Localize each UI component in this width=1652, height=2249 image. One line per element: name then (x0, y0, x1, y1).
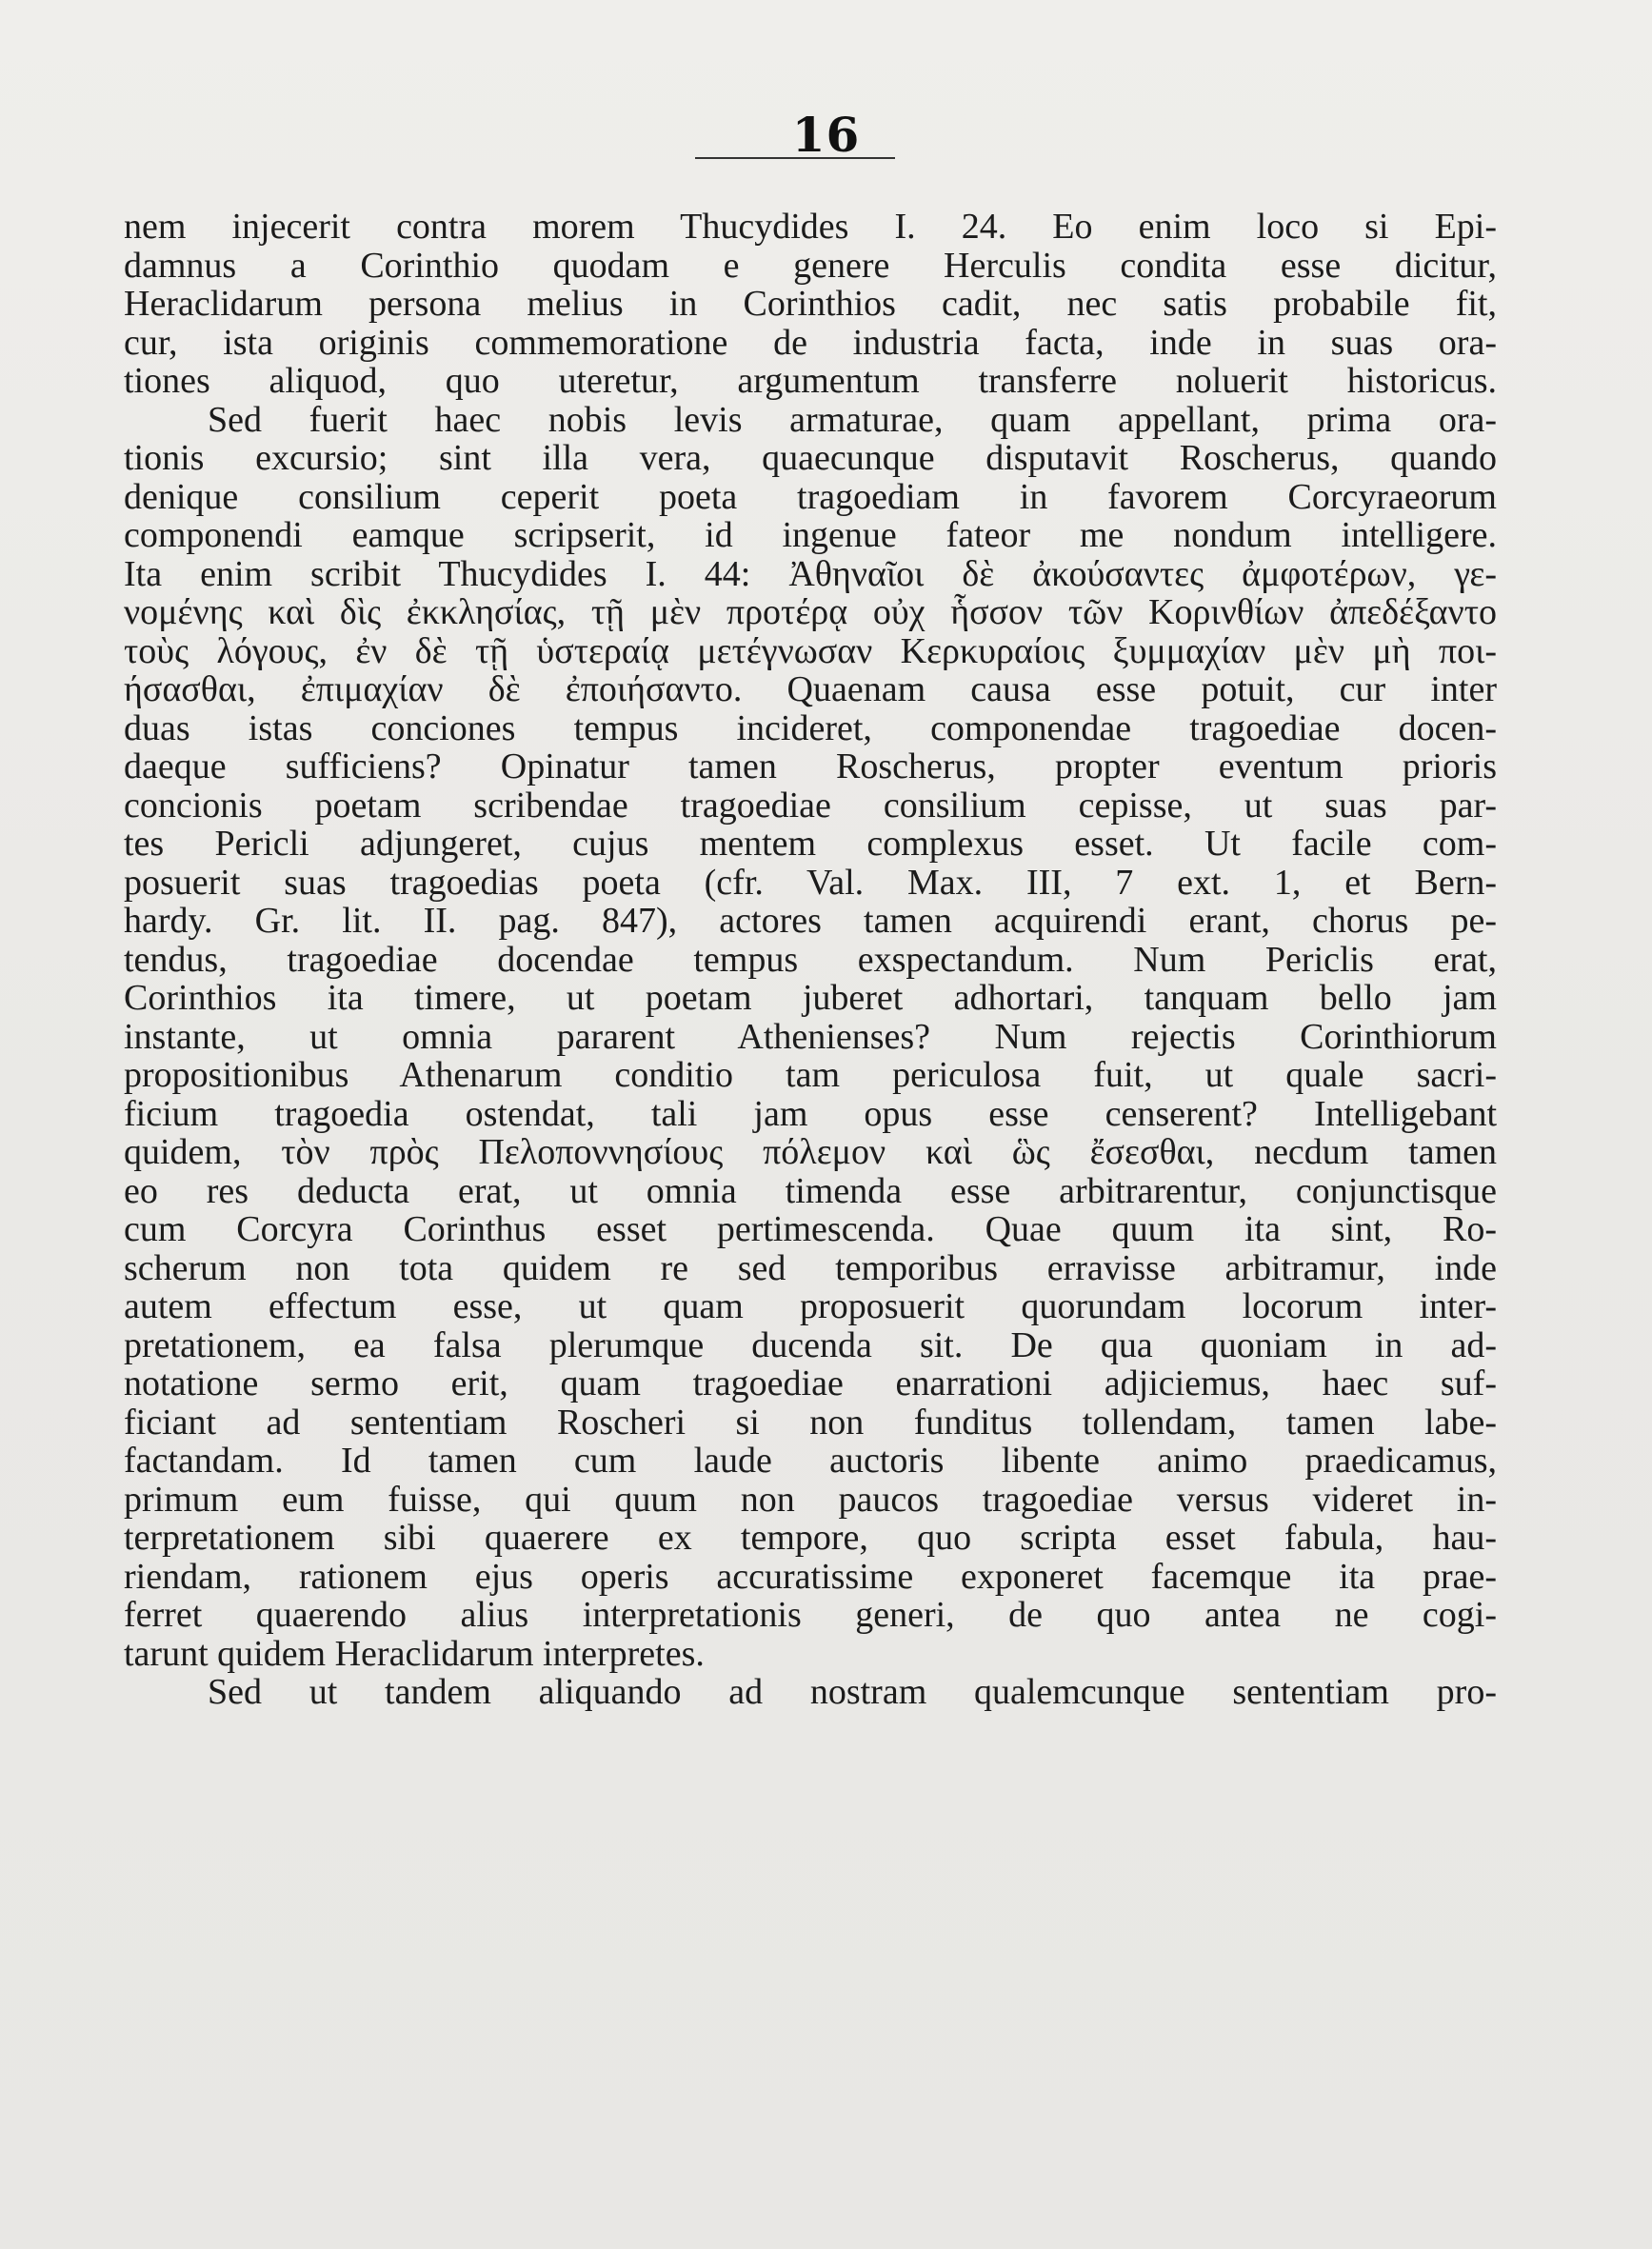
body-text (124, 208, 1497, 1712)
text-line: Corinthios ita timere, ut poetam juberet adhortari, tanquam bello jam (124, 979, 1497, 1018)
text-line: terpretationem sibi quaerere ex tempore, quo scripta esset fabula, hau- (124, 1519, 1497, 1558)
text-line: tendus, tragoediae docendae tempus exspectandum. Num Periclis erat, (124, 940, 1497, 979)
text-line: instante, ut omnia pararent Athenienses? Num rejectis Corinthiorum (124, 1017, 1497, 1056)
text-line: tiones aliquod, quo uteretur, argumentum transferre noluerit historicus. (124, 362, 1497, 401)
text-line: ficiant ad sententiam Roscheri si non funditus tollendam, tamen labe- (124, 1403, 1497, 1442)
text-line: daeque sufficiens? Opinatur tamen Roscherus, propter eventum prioris (124, 747, 1497, 786)
text-line: cur, ista originis commemoratione de industria facta, inde in suas ora- (124, 323, 1497, 362)
text-line: nem injecerit contra morem Thucydides I. 24. Eo enim loco si Epi- (124, 208, 1497, 247)
text-line: cum Corcyra Corinthus esset pertimescenda. Quae quum ita sint, Ro- (124, 1210, 1497, 1249)
text-line: propositionibus Athenarum conditio tam periculosa fuit, ut quale sacri- (124, 1056, 1497, 1095)
text-line: eo res deducta erat, ut omnia timenda esse arbitrarentur, conjunctisque (124, 1171, 1497, 1210)
text-line: posuerit suas tragoedias poeta (cfr. Val. Max. III, 7 ext. 1, et Bern- (124, 863, 1497, 902)
text-line: duas istas conciones tempus incideret, componendae tragoediae docen- (124, 708, 1497, 747)
text-line: tarunt quidem Heraclidarum interpretes. (124, 1634, 705, 1673)
text-line: denique consilium ceperit poeta tragoediam in favorem Corcyraeorum (124, 477, 1497, 516)
text-line: Ita enim scribit Thucydides I. 44: Ἀθηναῖοι δὲ ἀκούσαντες ἀμφοτέρων, γε- (124, 554, 1497, 593)
text-line: Sed ut tandem aliquando ad nostram qualemcunque sententiam pro- (208, 1673, 1497, 1712)
text-line: tionis excursio; sint illa vera, quaecunque disputavit Roscherus, quando (124, 439, 1497, 478)
text-line: Heraclidarum persona melius in Corinthios cadit, nec satis probabile fit, (124, 285, 1497, 324)
text-line: hardy. Gr. lit. II. pag. 847), actores tamen acquirendi erant, chorus pe- (124, 902, 1497, 941)
text-line: scherum non tota quidem re sed temporibus erravisse arbitramur, inde (124, 1248, 1497, 1287)
text-line: tes Pericli adjungeret, cujus mentem complexus esset. Ut facile com- (124, 825, 1497, 864)
text-line: τοὺς λόγους, ἐν δὲ τῇ ὑστεραίᾳ μετέγνωσαν Κερκυραίοις ξυμμαχίαν μὲν μὴ ποι- (124, 631, 1497, 670)
text-line: notatione sermo erit, quam tragoediae enarrationi adjiciemus, haec suf- (124, 1364, 1497, 1403)
header-rule (695, 157, 895, 159)
text-line: quidem, τὸν πρὸς Πελοποννησίους πόλεμον καὶ ὣς ἔσεσθαι, necdum tamen (124, 1133, 1497, 1172)
text-line: damnus a Corinthio quodam e genere Herculis condita esse dicitur, (124, 246, 1497, 285)
text-line: pretationem, ea falsa plerumque ducenda sit. De qua quoniam in ad- (124, 1325, 1497, 1364)
text-line: primum eum fuisse, qui quum non paucos tragoediae versus videret in- (124, 1480, 1497, 1519)
text-line: Sed fuerit haec nobis levis armaturae, quam appellant, prima ora- (208, 400, 1497, 439)
text-line: factandam. Id tamen cum laude auctoris libente animo praedicamus, (124, 1442, 1497, 1481)
text-line: ferret quaerendo alius interpretationis generi, de quo antea ne cogi- (124, 1596, 1497, 1635)
page-number: 16 (791, 107, 861, 163)
text-line: ficium tragoedia ostendat, tali jam opus esse censerent? Intelligebant (124, 1094, 1497, 1133)
text-line: riendam, rationem ejus operis accuratissime exponeret facemque ita prae- (124, 1557, 1497, 1596)
text-line: ήσασθαι, ἐπιμαχίαν δὲ ἐποιήσαντο. Quaenam causa esse potuit, cur inter (124, 670, 1497, 709)
text-line: νομένης καὶ δὶς ἐκκλησίας, τῇ μὲν προτέρᾳ οὐχ ἧσσον τῶν Κορινθίων ἀπεδέξαντο (124, 593, 1497, 632)
text-line: componendi eamque scripserit, id ingenue fateor me nondum intelligere. (124, 516, 1497, 555)
text-line: concionis poetam scribendae tragoediae consilium cepisse, ut suas par- (124, 786, 1497, 825)
text-line: autem effectum esse, ut quam proposuerit quorundam locorum inter- (124, 1287, 1497, 1326)
